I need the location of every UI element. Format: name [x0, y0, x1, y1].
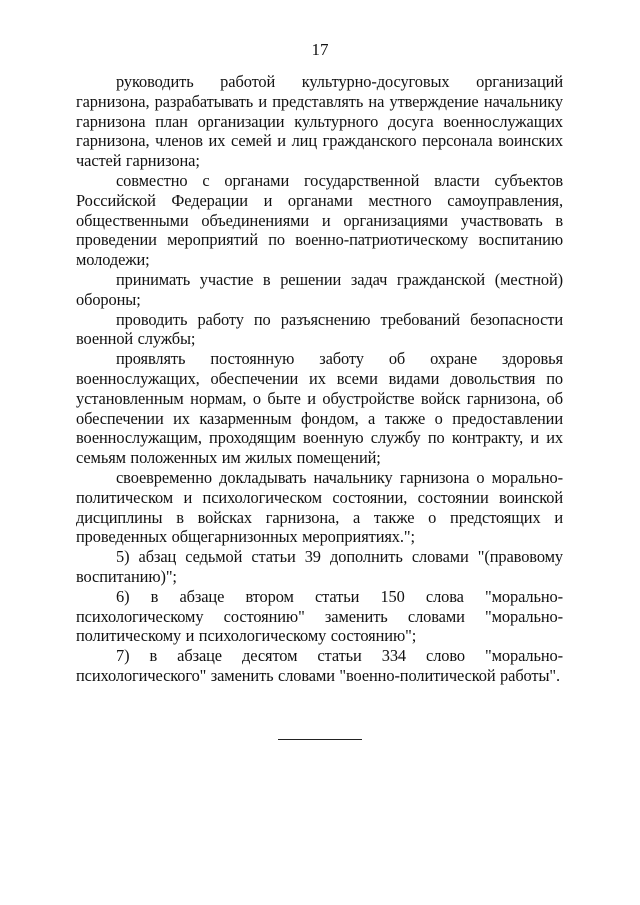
paragraph-line: дисциплины в войсках гарнизона, а также о предстоящих и	[76, 507, 563, 527]
paragraph	[76, 171, 563, 270]
paragraph-line: общественными объединениями и организациями участвовать в	[76, 210, 563, 230]
paragraph-line: 5) абзац седьмой статьи 39 дополнить словами "(правовому	[116, 547, 563, 567]
paragraph-line: частей гарнизона;	[76, 151, 200, 171]
paragraph-line: военной службы;	[76, 329, 196, 349]
paragraph	[76, 270, 563, 310]
page-number: 17	[311, 40, 329, 59]
paragraph-line: проведенных общегарнизонных мероприятиях.";	[76, 527, 415, 547]
paragraph-line: Российской Федерации и органами местного самоуправления,	[76, 190, 563, 210]
paragraph-line: 7) в абзаце десятом статьи 334 слово "морально-	[116, 646, 563, 666]
paragraph	[76, 547, 563, 587]
paragraph-line: политическому и психологическому состоянию";	[76, 626, 417, 646]
paragraph	[76, 72, 563, 171]
paragraph	[76, 349, 563, 468]
paragraph-line: принимать участие в решении задач гражданской (местной)	[116, 269, 563, 289]
paragraph-line: проявлять постоянную заботу об охране здоровья	[116, 349, 563, 369]
paragraph-line: политическом и психологическом состоянии, состоянии воинской	[76, 487, 563, 507]
paragraph-line: военнослужащим, проходящим военную службу по контракту, и их	[76, 428, 563, 448]
paragraph	[76, 646, 563, 686]
paragraph-line: гарнизона, членов их семей и лиц гражданского персонала воинских	[76, 131, 563, 151]
paragraph-line: психологического" заменить словами "военно-политической работы".	[76, 665, 560, 685]
paragraph	[76, 468, 563, 547]
paragraph-line: психологическому состоянию" заменить словами "морально-	[76, 606, 563, 626]
paragraph-line: совместно с органами государственной власти субъектов	[116, 170, 563, 190]
paragraph-line: гарнизона план организации культурного досуга военнослужащих	[76, 111, 563, 131]
paragraph	[76, 310, 563, 350]
paragraph-line: проведении мероприятий по военно-патриотическому воспитанию	[76, 230, 563, 250]
paragraph-line: своевременно докладывать начальнику гарнизона о морально-	[116, 467, 563, 487]
paragraph-line: руководить работой культурно-досуговых организаций	[116, 72, 563, 91]
document-body	[76, 72, 563, 686]
paragraph-line: молодежи;	[76, 250, 150, 270]
paragraph-line: военнослужащих, обеспечении их всеми видами довольствия по	[76, 368, 563, 388]
paragraph-line: проводить работу по разъяснению требований безопасности	[116, 309, 563, 329]
end-of-document-rule	[278, 739, 362, 740]
paragraph-line: 6) в абзаце втором статьи 150 слова "морально-	[116, 586, 563, 606]
paragraph-line: установленным нормам, о быте и обустройстве войск гарнизона, об	[76, 388, 563, 408]
paragraph-line: обороны;	[76, 289, 141, 309]
paragraph-line: семьям положенных им жилых помещений;	[76, 448, 381, 468]
paragraph-line: воспитанию)";	[76, 566, 177, 586]
paragraph	[76, 587, 563, 646]
paragraph-line: гарнизона, разрабатывать и представлять на утверждение начальнику	[76, 91, 563, 111]
paragraph-line: обеспечении их казарменным фондом, а также о предоставлении	[76, 408, 563, 428]
